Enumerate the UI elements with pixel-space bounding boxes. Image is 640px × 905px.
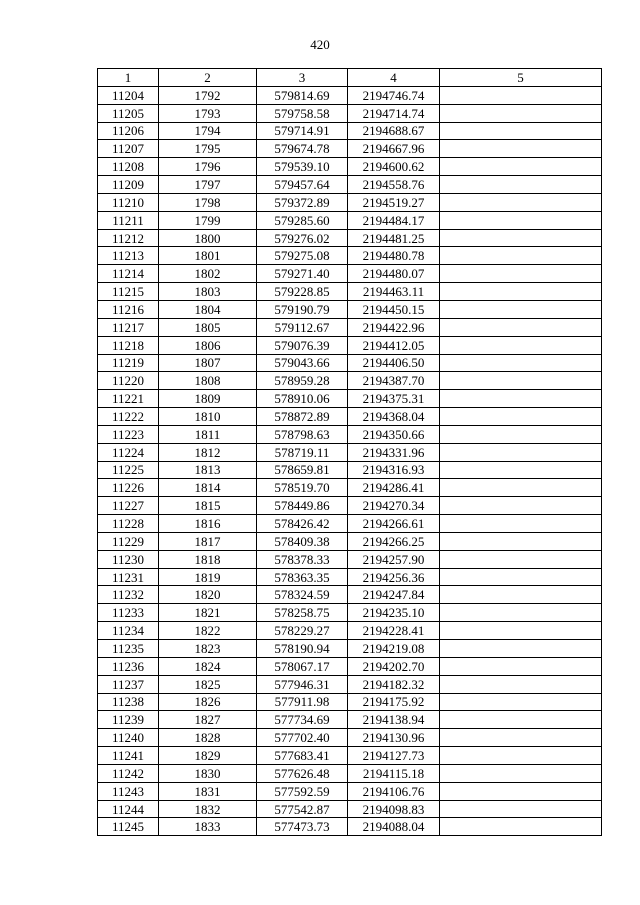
table-header — [98, 69, 602, 87]
header-cell-2: 2 — [159, 69, 257, 87]
table-cell — [440, 193, 602, 211]
table-cell: 1832 — [159, 800, 257, 818]
page-number: 420 — [310, 37, 330, 52]
table-cell: 2194368.04 — [348, 408, 440, 426]
table-cell — [440, 640, 602, 658]
table-cell: 1820 — [159, 586, 257, 604]
table-cell: 2194247.84 — [348, 586, 440, 604]
table-cell: 1793 — [159, 104, 257, 122]
table-cell — [440, 425, 602, 443]
table-cell — [440, 782, 602, 800]
table-cell — [440, 247, 602, 265]
table-cell: 1799 — [159, 211, 257, 229]
table-cell: 11237 — [98, 675, 159, 693]
table-cell: 11211 — [98, 211, 159, 229]
table-cell: 579271.40 — [257, 265, 348, 283]
table-cell: 579758.58 — [257, 104, 348, 122]
table-cell — [440, 140, 602, 158]
table-cell — [440, 372, 602, 390]
table-cell: 578719.11 — [257, 443, 348, 461]
table-cell: 1818 — [159, 550, 257, 568]
table-cell: 577683.41 — [257, 747, 348, 765]
table-cell: 2194115.18 — [348, 764, 440, 782]
table-row — [98, 479, 602, 497]
table-cell: 1822 — [159, 622, 257, 640]
table-row — [98, 729, 602, 747]
table-cell: 11223 — [98, 425, 159, 443]
table-cell: 1825 — [159, 675, 257, 693]
table-cell: 11241 — [98, 747, 159, 765]
table-cell: 11236 — [98, 657, 159, 675]
table-cell: 11232 — [98, 586, 159, 604]
table-cell: 1827 — [159, 711, 257, 729]
table-row — [98, 782, 602, 800]
table-row — [98, 354, 602, 372]
table-cell: 2194387.70 — [348, 372, 440, 390]
table-cell — [440, 818, 602, 836]
table-cell — [440, 408, 602, 426]
table-cell: 1833 — [159, 818, 257, 836]
table-cell — [440, 515, 602, 533]
table-cell — [440, 747, 602, 765]
table-cell — [440, 461, 602, 479]
table-cell: 2194331.96 — [348, 443, 440, 461]
table-cell: 11226 — [98, 479, 159, 497]
table-cell: 2194138.94 — [348, 711, 440, 729]
table-cell: 577734.69 — [257, 711, 348, 729]
table-cell: 11209 — [98, 176, 159, 194]
table-cell: 11219 — [98, 354, 159, 372]
table-cell: 1813 — [159, 461, 257, 479]
table-cell: 578959.28 — [257, 372, 348, 390]
table-cell — [440, 86, 602, 104]
table-cell: 2194256.36 — [348, 568, 440, 586]
table-row — [98, 622, 602, 640]
table-cell: 2194106.76 — [348, 782, 440, 800]
table-cell: 2194600.62 — [348, 158, 440, 176]
table-row — [98, 390, 602, 408]
table-cell: 1795 — [159, 140, 257, 158]
table-cell: 579674.78 — [257, 140, 348, 158]
table-row — [98, 550, 602, 568]
table-cell: 1831 — [159, 782, 257, 800]
table-cell: 11242 — [98, 764, 159, 782]
table-cell: 578258.75 — [257, 604, 348, 622]
table-cell: 11222 — [98, 408, 159, 426]
table-cell: 579076.39 — [257, 336, 348, 354]
table-row — [98, 104, 602, 122]
table-row — [98, 140, 602, 158]
table-row — [98, 408, 602, 426]
table-cell — [440, 229, 602, 247]
table-cell: 1823 — [159, 640, 257, 658]
table-cell: 2194558.76 — [348, 176, 440, 194]
table-cell: 577626.48 — [257, 764, 348, 782]
table-row — [98, 247, 602, 265]
table-cell: 2194257.90 — [348, 550, 440, 568]
table-row — [98, 711, 602, 729]
table-cell: 1817 — [159, 532, 257, 550]
table-cell — [440, 336, 602, 354]
table-cell: 11206 — [98, 122, 159, 140]
table-cell: 579112.67 — [257, 318, 348, 336]
table-cell: 2194182.32 — [348, 675, 440, 693]
table-cell: 11204 — [98, 86, 159, 104]
table-cell: 579043.66 — [257, 354, 348, 372]
table-cell: 2194422.96 — [348, 318, 440, 336]
table-cell: 578324.59 — [257, 586, 348, 604]
table-cell: 579539.10 — [257, 158, 348, 176]
table-cell: 1830 — [159, 764, 257, 782]
table-cell — [440, 390, 602, 408]
table-cell: 1805 — [159, 318, 257, 336]
table-row — [98, 800, 602, 818]
table-cell: 1815 — [159, 497, 257, 515]
table-row — [98, 86, 602, 104]
table-cell — [440, 479, 602, 497]
table-cell: 11230 — [98, 550, 159, 568]
table-body — [98, 86, 602, 835]
table-cell — [440, 800, 602, 818]
table-cell: 578363.35 — [257, 568, 348, 586]
table-cell: 1816 — [159, 515, 257, 533]
table-cell: 578426.42 — [257, 515, 348, 533]
coordinates-table — [97, 68, 602, 836]
table-cell: 1819 — [159, 568, 257, 586]
header-row — [98, 69, 602, 87]
table-cell: 578519.70 — [257, 479, 348, 497]
table-cell: 1797 — [159, 176, 257, 194]
table-cell: 11210 — [98, 193, 159, 211]
table-cell: 578378.33 — [257, 550, 348, 568]
table-cell: 11229 — [98, 532, 159, 550]
table-cell: 11225 — [98, 461, 159, 479]
table-cell: 578872.89 — [257, 408, 348, 426]
table-cell: 2194286.41 — [348, 479, 440, 497]
table-cell — [440, 443, 602, 461]
table-cell: 578067.17 — [257, 657, 348, 675]
table-cell: 11244 — [98, 800, 159, 818]
header-cell-4: 4 — [348, 69, 440, 87]
table-cell — [440, 729, 602, 747]
table-cell: 2194481.25 — [348, 229, 440, 247]
table-row — [98, 425, 602, 443]
table-cell: 11233 — [98, 604, 159, 622]
table-cell — [440, 622, 602, 640]
table-row — [98, 372, 602, 390]
table-cell: 11224 — [98, 443, 159, 461]
table-cell: 577911.98 — [257, 693, 348, 711]
table-row — [98, 176, 602, 194]
header-cell-1: 1 — [98, 69, 159, 87]
table-cell: 1812 — [159, 443, 257, 461]
table-cell: 1804 — [159, 300, 257, 318]
table-cell: 579276.02 — [257, 229, 348, 247]
table-cell: 578229.27 — [257, 622, 348, 640]
table-row — [98, 497, 602, 515]
table-cell: 2194412.05 — [348, 336, 440, 354]
table-cell: 2194450.15 — [348, 300, 440, 318]
table-cell: 1826 — [159, 693, 257, 711]
table-cell: 2194519.27 — [348, 193, 440, 211]
table-cell: 2194098.83 — [348, 800, 440, 818]
table-cell: 1811 — [159, 425, 257, 443]
table-cell: 2194350.66 — [348, 425, 440, 443]
table-cell: 11213 — [98, 247, 159, 265]
table-cell: 2194667.96 — [348, 140, 440, 158]
table-cell: 1796 — [159, 158, 257, 176]
table-cell: 578190.94 — [257, 640, 348, 658]
table-cell: 1802 — [159, 265, 257, 283]
table-row — [98, 211, 602, 229]
table-cell: 577542.87 — [257, 800, 348, 818]
table-cell — [440, 283, 602, 301]
table-row — [98, 122, 602, 140]
table-row — [98, 764, 602, 782]
table-cell: 578798.63 — [257, 425, 348, 443]
table-cell: 11243 — [98, 782, 159, 800]
table-cell: 11214 — [98, 265, 159, 283]
table-cell: 2194746.74 — [348, 86, 440, 104]
table-cell — [440, 675, 602, 693]
table-cell — [440, 550, 602, 568]
table-cell: 2194235.10 — [348, 604, 440, 622]
table-cell: 579714.91 — [257, 122, 348, 140]
table-cell: 2194375.31 — [348, 390, 440, 408]
table-cell: 11215 — [98, 283, 159, 301]
table-row — [98, 515, 602, 533]
table-cell: 1824 — [159, 657, 257, 675]
table-cell: 11207 — [98, 140, 159, 158]
table-row — [98, 640, 602, 658]
table-cell: 11245 — [98, 818, 159, 836]
table-cell: 579228.85 — [257, 283, 348, 301]
table-row — [98, 461, 602, 479]
table-cell — [440, 158, 602, 176]
table-cell: 2194406.50 — [348, 354, 440, 372]
table-cell: 11205 — [98, 104, 159, 122]
table-cell — [440, 568, 602, 586]
header-cell-3: 3 — [257, 69, 348, 87]
table-cell: 579190.79 — [257, 300, 348, 318]
table-cell: 579814.69 — [257, 86, 348, 104]
table-cell: 2194316.93 — [348, 461, 440, 479]
table-cell: 1798 — [159, 193, 257, 211]
table-cell: 11240 — [98, 729, 159, 747]
table-cell: 2194266.25 — [348, 532, 440, 550]
table-cell — [440, 122, 602, 140]
table-cell: 1828 — [159, 729, 257, 747]
table-cell — [440, 265, 602, 283]
table-cell: 1829 — [159, 747, 257, 765]
table-cell — [440, 764, 602, 782]
table-cell: 578659.81 — [257, 461, 348, 479]
table-cell — [440, 657, 602, 675]
table-cell: 578409.38 — [257, 532, 348, 550]
table-cell: 11238 — [98, 693, 159, 711]
table-cell: 11217 — [98, 318, 159, 336]
table-cell — [440, 354, 602, 372]
table-cell: 2194266.61 — [348, 515, 440, 533]
table-row — [98, 604, 602, 622]
table-cell: 577946.31 — [257, 675, 348, 693]
table-cell — [440, 586, 602, 604]
table-cell: 2194175.92 — [348, 693, 440, 711]
table-cell: 2194270.34 — [348, 497, 440, 515]
table-cell — [440, 497, 602, 515]
table-row — [98, 265, 602, 283]
table-cell: 1821 — [159, 604, 257, 622]
table-cell: 11231 — [98, 568, 159, 586]
table-cell: 2194688.67 — [348, 122, 440, 140]
table-cell: 1814 — [159, 479, 257, 497]
table-cell — [440, 211, 602, 229]
table-row — [98, 336, 602, 354]
table-cell: 578449.86 — [257, 497, 348, 515]
table-row — [98, 586, 602, 604]
table-cell — [440, 532, 602, 550]
table-row — [98, 283, 602, 301]
table-row — [98, 675, 602, 693]
table-row — [98, 229, 602, 247]
table-cell — [440, 104, 602, 122]
table-cell: 1800 — [159, 229, 257, 247]
table-cell — [440, 711, 602, 729]
table-row — [98, 747, 602, 765]
table-cell: 2194219.08 — [348, 640, 440, 658]
table-cell — [440, 300, 602, 318]
table-cell: 1801 — [159, 247, 257, 265]
table-cell: 1807 — [159, 354, 257, 372]
table-cell: 577473.73 — [257, 818, 348, 836]
table-row — [98, 818, 602, 836]
table-cell: 11234 — [98, 622, 159, 640]
table-cell: 11218 — [98, 336, 159, 354]
table-cell: 1794 — [159, 122, 257, 140]
table-row — [98, 532, 602, 550]
table-cell: 579285.60 — [257, 211, 348, 229]
table-cell: 11221 — [98, 390, 159, 408]
table-row — [98, 693, 602, 711]
table-cell: 2194088.04 — [348, 818, 440, 836]
table-row — [98, 158, 602, 176]
table-cell: 1792 — [159, 86, 257, 104]
table-cell: 2194130.96 — [348, 729, 440, 747]
table-cell: 1809 — [159, 390, 257, 408]
table-row — [98, 443, 602, 461]
table-row — [98, 193, 602, 211]
table-cell: 2194463.11 — [348, 283, 440, 301]
table-cell — [440, 318, 602, 336]
table-cell: 577702.40 — [257, 729, 348, 747]
table-cell — [440, 693, 602, 711]
table-cell: 2194228.41 — [348, 622, 440, 640]
table-row — [98, 657, 602, 675]
table-cell: 2194127.73 — [348, 747, 440, 765]
table-cell: 11227 — [98, 497, 159, 515]
table-cell: 2194202.70 — [348, 657, 440, 675]
table-cell: 11235 — [98, 640, 159, 658]
table-cell: 11239 — [98, 711, 159, 729]
table-cell: 578910.06 — [257, 390, 348, 408]
table-cell: 2194480.78 — [348, 247, 440, 265]
header-cell-5: 5 — [440, 69, 602, 87]
table-cell: 11208 — [98, 158, 159, 176]
table-cell: 11216 — [98, 300, 159, 318]
table-cell: 2194484.17 — [348, 211, 440, 229]
table-cell: 11212 — [98, 229, 159, 247]
table-cell: 579457.64 — [257, 176, 348, 194]
table-cell: 579372.89 — [257, 193, 348, 211]
table-cell: 579275.08 — [257, 247, 348, 265]
table-cell: 11220 — [98, 372, 159, 390]
table-cell: 11228 — [98, 515, 159, 533]
table-cell: 1803 — [159, 283, 257, 301]
table-cell — [440, 604, 602, 622]
table-row — [98, 318, 602, 336]
table-cell: 2194480.07 — [348, 265, 440, 283]
table-cell: 1806 — [159, 336, 257, 354]
table-row — [98, 568, 602, 586]
table-cell: 1810 — [159, 408, 257, 426]
table-cell — [440, 176, 602, 194]
table-cell: 2194714.74 — [348, 104, 440, 122]
table-cell: 577592.59 — [257, 782, 348, 800]
table-row — [98, 300, 602, 318]
table-cell: 1808 — [159, 372, 257, 390]
